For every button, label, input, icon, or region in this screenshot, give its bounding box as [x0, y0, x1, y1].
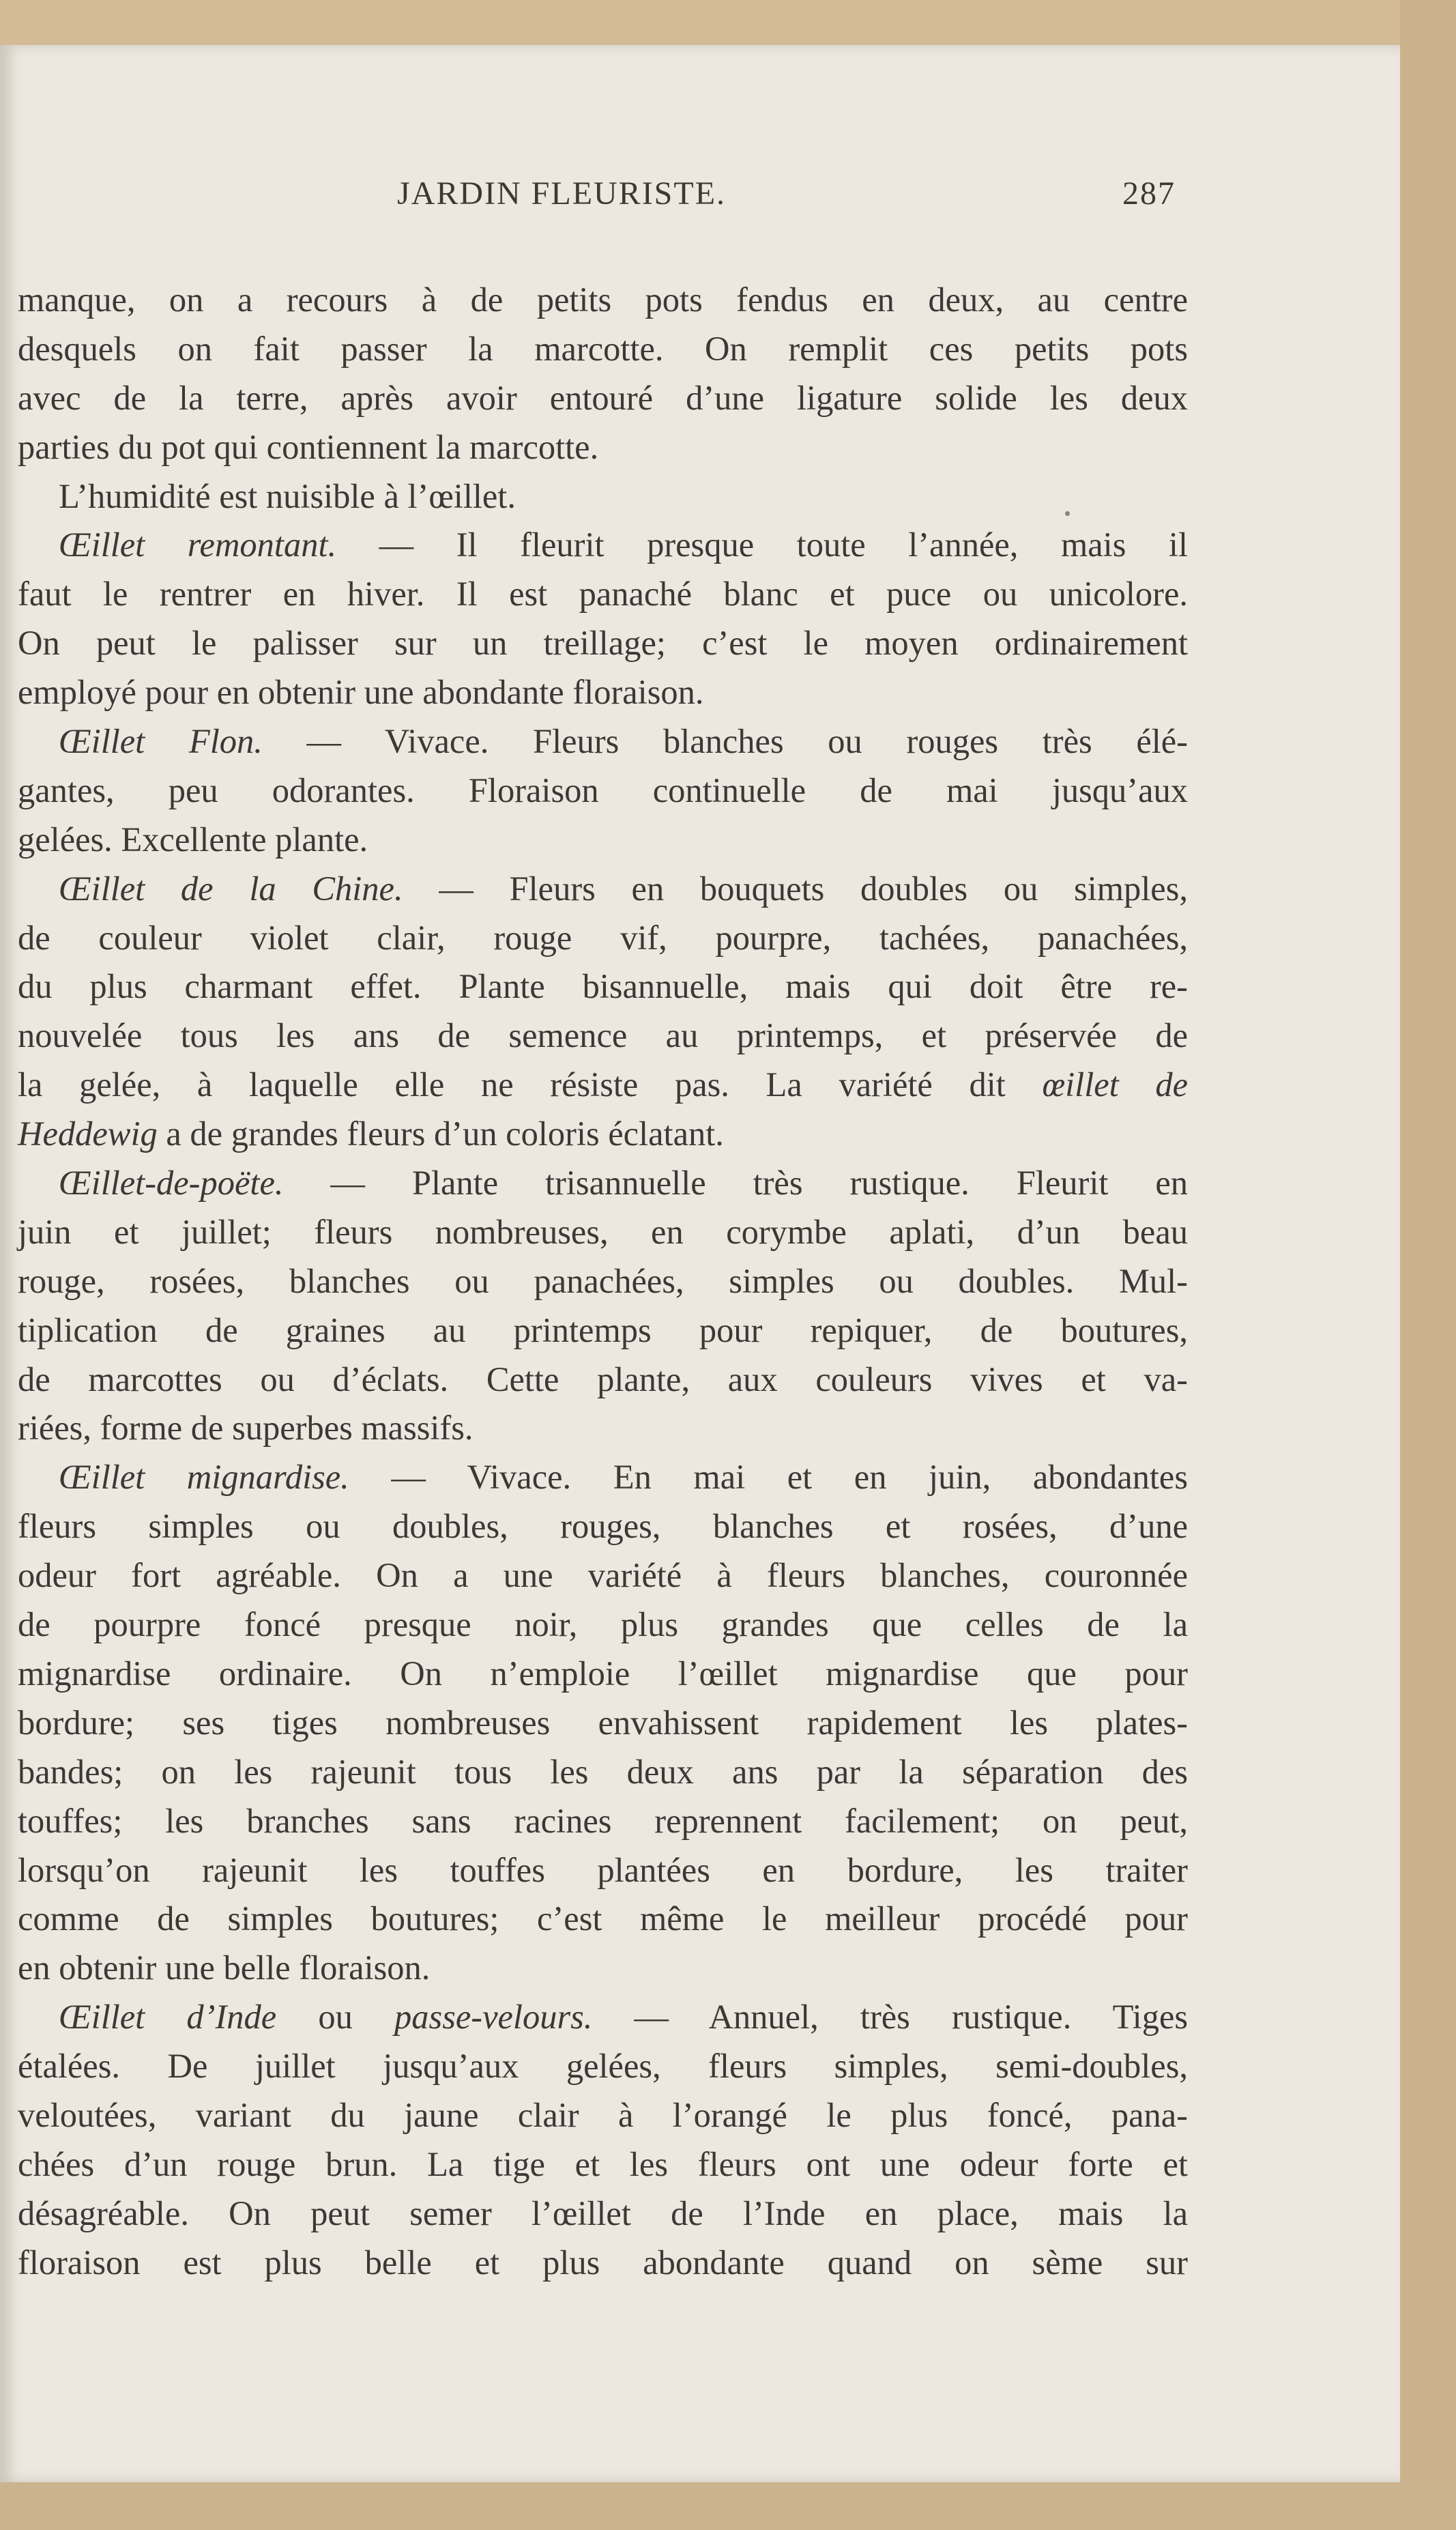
text-line: bandes; on les rajeunit tous les deux ans par la séparation des	[18, 1752, 1188, 1791]
entry-line-oeillet-mignardise: Œillet mignardise. — Vivace. En mai et en juin, abondantes	[59, 1458, 1188, 1497]
text-line: la gelée, à laquelle elle ne résiste pas. La variété dit œillet de	[18, 1065, 1189, 1104]
text-line: chées d’un rouge brun. La tige et les fleurs ont une odeur forte et	[18, 2144, 1188, 2183]
entry-line-oeillet-flon: Œillet Flon. — Vivace. Fleurs blanches ou rouges très élé-	[59, 722, 1188, 761]
text-line: du plus charmant effet. Plante bisannuelle, mais qui doit être re-	[18, 967, 1188, 1006]
text-line: de marcottes ou d’éclats. Cette plante, aux couleurs vives et va-	[18, 1360, 1188, 1398]
text-line: avec de la terre, après avoir entouré d’une ligature solide les deux	[18, 378, 1188, 417]
running-title: JARDIN FLEURISTE.	[397, 175, 727, 212]
entry-synonym: passe-velours.	[394, 1998, 593, 2037]
variety-name: Heddewig	[18, 1115, 158, 1153]
text-line: gelées. Excellente plante.	[18, 820, 368, 859]
entry-term: Œillet-de-poëte.	[59, 1164, 284, 1203]
entry-line-oeillet-de-la-chine: Œillet de la Chine. — Fleurs en bouquets doubles ou simples,	[59, 869, 1188, 908]
scan-background-right	[1400, 0, 1456, 2530]
text-line: comme de simples boutures; c’est même le meilleur procédé pour	[18, 1899, 1188, 1938]
text-line: lorsqu’on rajeunit les touffes plantées en bordure, les traiter	[18, 1850, 1188, 1889]
text-line: odeur fort agréable. On a une variété à fleurs blanches, couronnée	[18, 1556, 1188, 1595]
text-line: mignardise ordinaire. On n’emploie l’œillet mignardise que pour	[18, 1654, 1188, 1693]
scan-background-top	[0, 0, 1456, 45]
text-line: étalées. De juillet jusqu’aux gelées, fleurs simples, semi-doubles,	[18, 2047, 1188, 2086]
page-header	[0, 175, 1400, 222]
body-text	[18, 276, 1188, 2288]
variety-name: œillet de	[1042, 1065, 1189, 1104]
text-line: faut le rentrer en hiver. Il est panaché blanc et puce ou unicolore.	[18, 575, 1188, 614]
text-line: On peut le palisser sur un treillage; c’est le moyen ordinairement	[18, 624, 1188, 663]
entry-term: Œillet remontant.	[59, 526, 337, 564]
text-line: bordure; ses tiges nombreuses envahissent rapidement les plates-	[18, 1703, 1188, 1742]
text-line: juin et juillet; fleurs nombreuses, en corymbe aplati, d’un beau	[18, 1212, 1188, 1251]
entry-line-oeillet-d-inde: Œillet d’Inde ou passe-velours. — Annuel, très rustique. Tiges	[59, 1998, 1189, 2037]
text-line: riées, forme de superbes massifs.	[18, 1409, 474, 1448]
entry-term: Œillet Flon.	[59, 722, 263, 761]
text-line: desquels on fait passer la marcotte. On remplit ces petits pots	[18, 329, 1188, 368]
page-number: 287	[1122, 175, 1176, 212]
text-line: veloutées, variant du jaune clair à l’orangé le plus foncé, pana-	[18, 2095, 1188, 2134]
text-line: fleurs simples ou doubles, rouges, blanches et rosées, d’une	[18, 1507, 1188, 1546]
text-line: nouvelée tous les ans de semence au printemps, et préservée de	[18, 1016, 1188, 1055]
text-line: désagréable. On peut semer l’œillet de l’Inde en place, mais la	[18, 2194, 1188, 2232]
entry-line-oeillet-de-poete: Œillet-de-poëte. — Plante trisannuelle très rustique. Fleurit en	[59, 1164, 1188, 1203]
text-line: touffes; les branches sans racines reprennent facilement; on peut,	[18, 1801, 1188, 1840]
book-page	[0, 45, 1400, 2482]
entry-term: Œillet de la Chine.	[59, 869, 403, 908]
text-line: rouge, rosées, blanches ou panachées, simples ou doubles. Mul-	[18, 1261, 1188, 1300]
entry-term: Œillet d’Inde	[59, 1998, 277, 2037]
text-line: gantes, peu odorantes. Floraison continuelle de mai jusqu’aux	[18, 771, 1188, 809]
text-line: parties du pot qui contiennent la marcotte.	[18, 427, 599, 466]
text-line: employé pour en obtenir une abondante floraison.	[18, 673, 704, 712]
text-line: Heddewig a de grandes fleurs d’un coloris éclatant.	[18, 1115, 724, 1153]
text-line: floraison est plus belle et plus abondante quand on sème sur	[18, 2243, 1188, 2282]
text-line: tiplication de graines au printemps pour repiquer, de boutures,	[18, 1310, 1188, 1349]
text-line: manque, on a recours à de petits pots fendus en deux, au centre	[18, 281, 1188, 319]
scan-background-bottom	[0, 2482, 1456, 2530]
text-line: L’humidité est nuisible à l’œillet.	[59, 476, 516, 515]
text-line: de pourpre foncé presque noir, plus grandes que celles de la	[18, 1605, 1188, 1644]
text-line: de couleur violet clair, rouge vif, pourpre, tachées, panachées,	[18, 918, 1188, 957]
text-line: en obtenir une belle floraison.	[18, 1949, 431, 1987]
entry-term: Œillet mignardise.	[59, 1458, 349, 1497]
entry-line-oeillet-remontant: Œillet remontant. — Il fleurit presque toute l’année, mais il	[59, 526, 1188, 564]
